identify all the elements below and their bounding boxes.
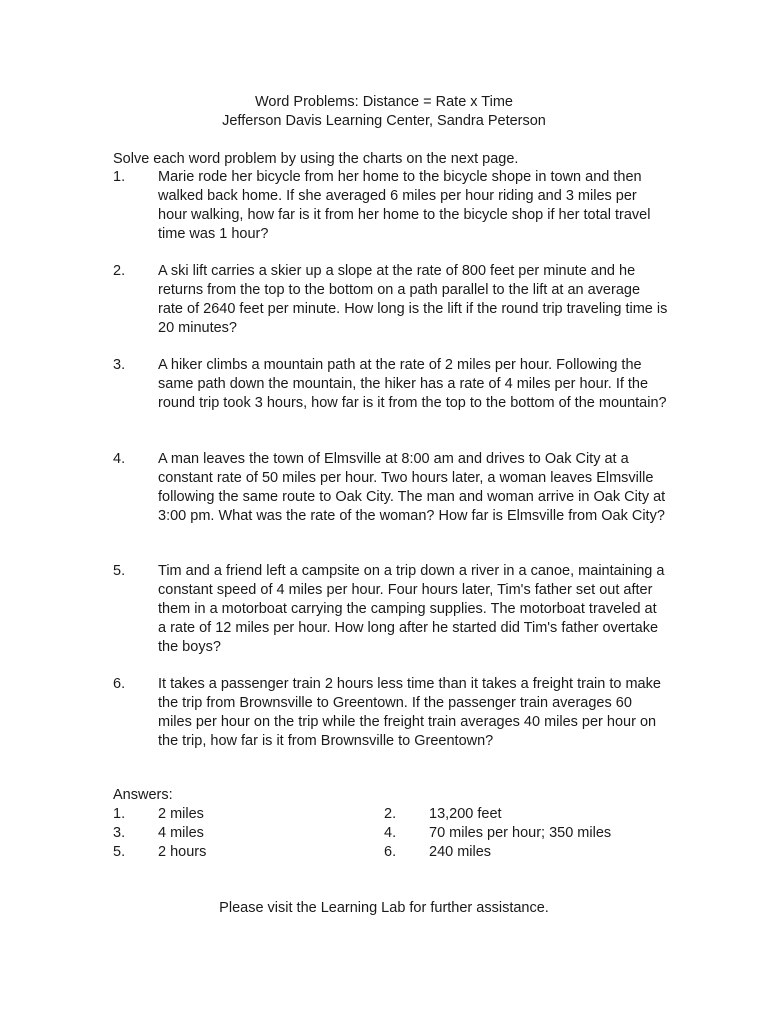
problem-3 bbox=[113, 356, 673, 413]
answer-value: 2 miles bbox=[158, 806, 204, 822]
answer-number: 3. bbox=[113, 825, 126, 841]
problem-1 bbox=[113, 168, 673, 244]
problem-number: 1. bbox=[113, 169, 126, 185]
problem-6 bbox=[113, 675, 673, 751]
footer-note: Please visit the Learning Lab for further assistance. bbox=[219, 900, 549, 916]
problem-text: A ski lift carries a skier up a slope at the rate of 800 feet per minute and he returns from the top to the bottom on a path parallel to the lift at an average rate of 2640 feet per minute. How long is the lift if the round trip traveling time is 20 minutes? bbox=[158, 263, 668, 336]
problem-number: 4. bbox=[113, 451, 126, 467]
answers-heading: Answers: bbox=[113, 787, 173, 803]
instructions: Solve each word problem by using the charts on the next page. bbox=[113, 151, 519, 167]
answer-value: 70 miles per hour; 350 miles bbox=[429, 825, 612, 841]
document-title: Word Problems: Distance = Rate x Time bbox=[254, 94, 513, 110]
problem-text: Marie rode her bicycle from her home to the bicycle shope in town and then walked back home. If she averaged 6 miles per hour riding and 3 miles per hour walking, how far is it from her home to the bicycle shop if her total travel time was 1 hour? bbox=[158, 169, 651, 242]
answer-number: 4. bbox=[384, 825, 397, 841]
answer-number: 6. bbox=[384, 844, 397, 860]
document-subtitle: Jefferson Davis Learning Center, Sandra Peterson bbox=[222, 113, 546, 129]
problem-2 bbox=[113, 262, 673, 338]
problem-number: 2. bbox=[113, 263, 126, 279]
problem-text: A hiker climbs a mountain path at the rate of 2 miles per hour. Following the same path down the mountain, the hiker has a rate of 4 miles per hour. If the round trip took 3 hours, how far is it from the top to the bottom of the mountain? bbox=[158, 357, 667, 411]
answer-number: 2. bbox=[384, 806, 397, 822]
problem-number: 6. bbox=[113, 676, 126, 692]
problem-5 bbox=[113, 562, 673, 657]
problem-text: A man leaves the town of Elmsville at 8:00 am and drives to Oak City at a constant rate of 50 miles per hour. Two hours later, a woman leaves Elmsville following the same route to Oak City. The man and woman arrive in Oak City at 3:00 pm. What was the rate of the woman? How far is Elmsville from Oak City? bbox=[158, 451, 666, 524]
problem-text: Tim and a friend left a campsite on a trip down a river in a canoe, maintaining a constant speed of 4 miles per hour. Four hours later, Tim's father set out after them in a motorboat carrying the camping supplies. The motorboat traveled at a rate of 12 miles per hour. How long after he started did Tim's father overtake the boys? bbox=[158, 563, 665, 655]
problem-number: 5. bbox=[113, 563, 126, 579]
problem-text: It takes a passenger train 2 hours less time than it takes a freight train to make the trip from Brownsville to Greentown. If the passenger train averages 60 miles per hour on the trip while the freight train averages 40 miles per hour on the trip, how far is it from Brownsville to Greentown? bbox=[158, 676, 661, 749]
answer-value: 4 miles bbox=[158, 825, 204, 841]
answer-number: 5. bbox=[113, 844, 126, 860]
answer-number: 1. bbox=[113, 806, 126, 822]
answer-value: 13,200 feet bbox=[429, 806, 502, 822]
answer-value: 2 hours bbox=[158, 844, 207, 860]
problem-4 bbox=[113, 450, 673, 526]
problem-number: 3. bbox=[113, 357, 126, 373]
answer-value: 240 miles bbox=[429, 844, 492, 860]
